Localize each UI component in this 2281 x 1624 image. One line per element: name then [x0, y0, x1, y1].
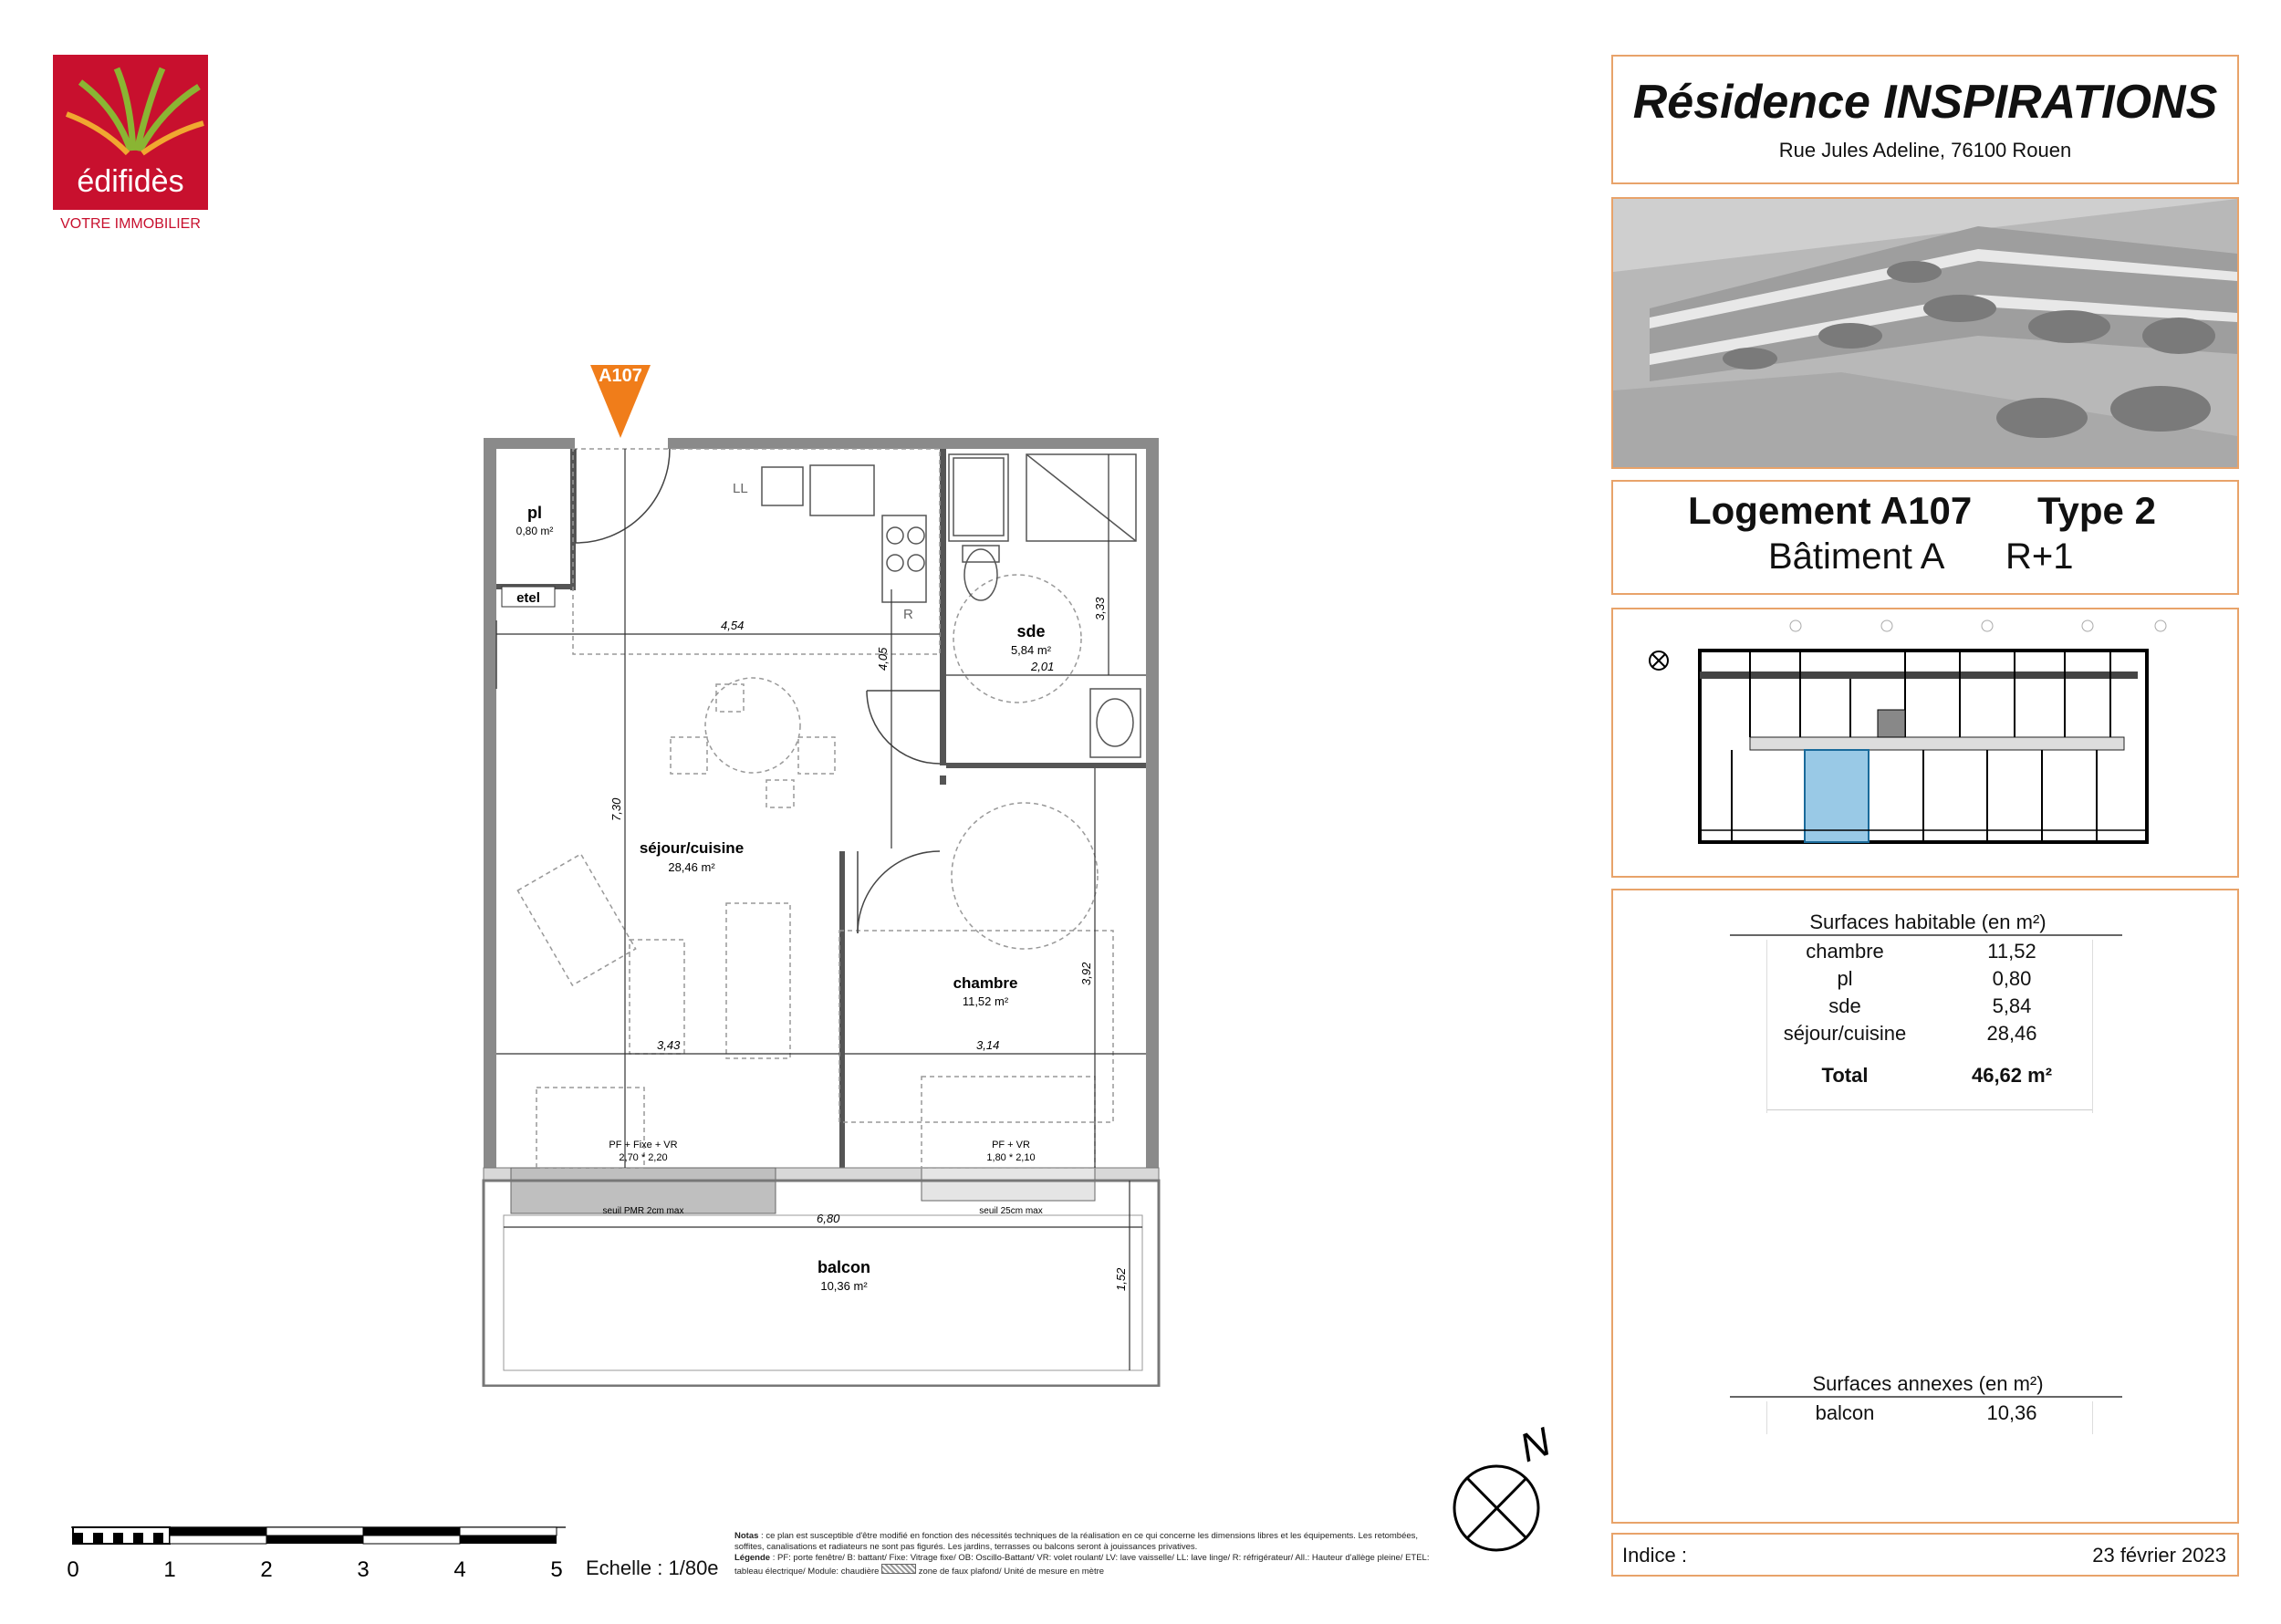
row-name: chambre: [1806, 940, 1884, 963]
dim-3-33: 3,33: [1093, 597, 1107, 620]
doors: [496, 449, 940, 933]
total-value: 46,62 m²: [1971, 1064, 2053, 1087]
room-pl-area: 0,80 m²: [516, 525, 554, 537]
north-compass: [1446, 1414, 1565, 1560]
annexes-title: Surfaces annexes (en m²): [1812, 1372, 2044, 1395]
footer-box: [1611, 1533, 2239, 1577]
row-value: 5,84: [1992, 994, 2032, 1017]
hatch-swatch: [881, 1564, 916, 1574]
logement-box: [1611, 480, 2239, 595]
row-name: pl: [1837, 967, 1853, 990]
table-row: [1767, 994, 2092, 1022]
room-sejour-area: 28,46 m²: [668, 860, 715, 874]
legend-text-end: zone de faux plafond/ Unité de mesure en mètre: [916, 1567, 1105, 1577]
annexes-title-rule: [1730, 1396, 2122, 1398]
dim-6-80: 6,80: [817, 1212, 840, 1225]
row-value: 28,46: [1986, 1022, 2037, 1045]
room-sde-name: sde: [1016, 622, 1046, 640]
row-name: séjour/cuisine: [1783, 1022, 1907, 1045]
surfaces-title: Surfaces habitable (en m²): [1809, 911, 2047, 933]
scale-bar: [55, 1524, 566, 1588]
row-value: 0,80: [1992, 967, 2032, 990]
window-right-size: 1,80 * 2,10: [986, 1152, 1036, 1163]
notes-label: Notas: [734, 1531, 759, 1541]
scale-tick-4: 4: [453, 1557, 466, 1582]
surfaces-title-rule: [1730, 934, 2122, 936]
scale-tick-2: 2: [260, 1557, 273, 1582]
table-row: [1767, 967, 2092, 994]
total-label: Total: [1821, 1064, 1869, 1087]
row-value: 11,52: [1987, 940, 2036, 963]
dim-3-92: 3,92: [1079, 962, 1093, 985]
plan-notes: [734, 1531, 1446, 1577]
residence-address: Rue Jules Adeline, 76100 Rouen: [1778, 139, 2072, 161]
fixture-r: R: [903, 607, 913, 622]
logement-batiment: Bâtiment A: [1768, 536, 1945, 577]
dim-1-52: 1,52: [1114, 1267, 1128, 1291]
scale-tick-1: 1: [163, 1557, 176, 1582]
surfaces-table: [1766, 940, 2093, 1113]
logement-title: Logement A107: [1688, 489, 1973, 532]
logement-etage: R+1: [2005, 536, 2074, 577]
notes-text: : ce plan est susceptible d'être modifié en fonction des nécessités techniques de la réalisation en ce qui concerne les dimensions libres et les équipements. Les retombées, soffites, canalisations et radiateurs ne sont pas figurés. Les jardins, terrasses ou balcons seront à jouissances privatives.: [734, 1531, 1419, 1552]
sill-left: seuil PMR 2cm max: [602, 1206, 684, 1216]
dim-3-14: 3,14: [976, 1038, 1000, 1052]
entrance-marker-label: A107: [599, 366, 642, 386]
scale-segments: [73, 1527, 557, 1544]
table-row: [1767, 940, 2092, 967]
building-photo: [1611, 197, 2239, 469]
scale-tick-0: 0: [67, 1557, 79, 1582]
indice-label: Indice :: [1622, 1544, 1687, 1567]
building-illustration: [1613, 199, 2237, 467]
floor-key-plan-box: [1611, 608, 2239, 878]
window-left-size: 2,70 * 2,20: [619, 1152, 668, 1163]
key-plan-decorations: [1790, 620, 2166, 631]
residence-title: Résidence INSPIRATIONS: [1632, 76, 2218, 129]
floor-plan: [456, 347, 1186, 1387]
scale-tick-5: 5: [550, 1557, 563, 1582]
scale-label: Echelle : 1/80e: [586, 1556, 719, 1579]
table-row: [1767, 1022, 2092, 1049]
dim-4-05: 4,05: [876, 647, 890, 671]
header-box: [1611, 55, 2239, 184]
annexes-table: [1766, 1401, 2093, 1434]
legend-text: : PF: porte fenêtre/ B: battant/ Fixe: Vitrage fixe/ OB: Oscillo-Battant/ VR: volet roulant/ LV: lave vaisselle/ LL: lave linge/ R: réfrigérateur/ All.: Hauteur d'allège pleine/ ETEL: tableau électrique/ Module: chaudière: [734, 1553, 1430, 1577]
row-name: balcon: [1815, 1401, 1875, 1424]
total-rule: [1767, 1109, 2092, 1110]
table-row: [1767, 1401, 2092, 1429]
logement-type: Type 2: [2037, 489, 2156, 532]
dim-7-30: 7,30: [609, 797, 623, 821]
fixture-ll: LL: [733, 481, 748, 496]
highlighted-unit-a107: [1805, 750, 1869, 842]
row-value: 10,36: [1986, 1401, 2037, 1424]
room-balcon-name: balcon: [817, 1258, 871, 1276]
dim-4-54: 4,54: [721, 619, 745, 632]
edifides-logo: [53, 55, 208, 233]
surfaces-box: [1611, 889, 2239, 1524]
window-left-type: PF + Fixe + VR: [609, 1140, 678, 1150]
dim-2-01: 2,01: [1031, 660, 1055, 673]
balcony-inner: [504, 1215, 1142, 1370]
sill-right: seuil 25cm max: [979, 1206, 1043, 1216]
furniture: [517, 449, 1113, 1168]
window-sill-right: [922, 1168, 1095, 1201]
interior-walls: [496, 449, 1146, 1171]
logo-brand: édifidès: [77, 164, 184, 199]
floor-key-plan: [1613, 609, 2237, 876]
logo-graphic: [53, 55, 208, 233]
total-row: [1767, 1064, 2092, 1091]
logo-tagline: VOTRE IMMOBILIER: [60, 216, 201, 232]
room-pl-name: pl: [527, 504, 542, 522]
room-chambre-name: chambre: [953, 974, 1018, 992]
exterior-walls: [484, 438, 1159, 1168]
room-chambre-area: 11,52 m²: [962, 994, 1009, 1008]
window-right-type: PF + VR: [992, 1140, 1030, 1150]
dimension-lines: [496, 449, 1146, 1370]
kitchen-fixtures: [762, 465, 926, 602]
compass-north-label: N: [1514, 1419, 1557, 1472]
bathroom-fixtures: [949, 454, 1140, 757]
room-balcon-area: 10,36 m²: [820, 1279, 868, 1293]
legend-label: Légende: [734, 1553, 771, 1563]
room-etel-name: etel: [516, 590, 540, 606]
footer-date: 23 février 2023: [2092, 1544, 2226, 1567]
room-sejour-name: séjour/cuisine: [639, 839, 745, 857]
dim-3-43: 3,43: [657, 1038, 681, 1052]
scale-tick-3: 3: [357, 1557, 370, 1582]
room-sde-area: 5,84 m²: [1010, 643, 1052, 657]
row-name: sde: [1828, 994, 1861, 1017]
